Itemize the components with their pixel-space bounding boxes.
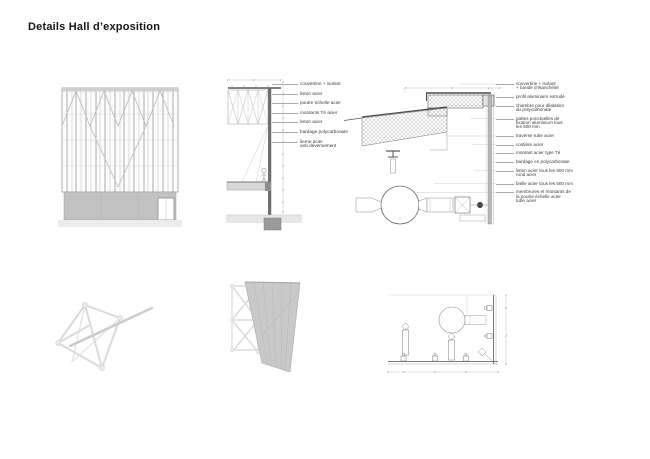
section-wall	[268, 88, 271, 218]
annotation-item	[496, 151, 596, 155]
leader-line	[272, 132, 298, 133]
elevation-base	[64, 192, 176, 220]
leader-line	[496, 106, 514, 107]
leader-line	[496, 192, 514, 193]
section-top-dimension	[227, 79, 282, 81]
annotation-item	[496, 160, 596, 164]
annotation-label: bardage en polycarbonate	[516, 159, 570, 164]
elevation-drawing	[58, 86, 182, 232]
annotation-label: liston acier tous les 500 mm rond acier	[516, 167, 573, 177]
leader-line	[496, 119, 514, 120]
annotation-item	[496, 169, 596, 178]
plan-corner-brace	[478, 348, 492, 361]
annotation-label: chambre pour dilatation du polycarbonate	[516, 102, 565, 112]
leader-line	[496, 136, 514, 137]
leader-line	[272, 94, 298, 95]
leader-line	[272, 122, 298, 123]
leader-line	[272, 84, 298, 85]
steel-tube-circle	[381, 186, 419, 224]
annotation-label: liston acier	[300, 119, 323, 125]
detail-top-dimension	[404, 87, 501, 95]
section-ground-and-footing	[226, 215, 302, 230]
elevation-facade	[62, 88, 178, 192]
annotation-label: poutre échelle acier	[300, 100, 341, 106]
sketch-truss-node	[56, 302, 152, 370]
annotation-label: traverse tube acier	[516, 132, 555, 138]
annotation-label: costière acier	[516, 141, 544, 147]
leader-line	[496, 171, 514, 172]
leader-line	[496, 84, 514, 85]
detail-annotations	[496, 82, 596, 208]
truss-node-sketch	[42, 282, 160, 390]
leader-line	[272, 113, 298, 114]
person-figure	[262, 168, 267, 182]
annotation-item	[496, 104, 596, 113]
leader-line	[272, 103, 298, 104]
annotation-label: bardage polycarbonate	[300, 128, 348, 134]
annotation-item	[496, 182, 596, 186]
plan-facade-right	[494, 295, 497, 364]
detail-roof-insulation	[344, 107, 447, 150]
leader-line	[496, 162, 514, 163]
facade-panel-sketch	[216, 274, 320, 396]
parapet-detail-drawing	[342, 76, 512, 226]
annotation-item	[496, 134, 596, 138]
annotation-label: montant acier type Té	[516, 150, 561, 156]
leader-line	[496, 145, 514, 146]
detail-left-connector	[356, 198, 381, 212]
annotation-label: membrures et montants de la poutre échelle acier tube acier	[516, 189, 571, 203]
annotation-item	[496, 95, 596, 99]
plan-post-2	[449, 334, 455, 360]
plan-facade-bottom	[388, 362, 498, 365]
leader-line	[272, 142, 298, 143]
leader-line	[496, 153, 514, 154]
annotation-label: montants Té acier	[300, 109, 338, 115]
annotation-item	[496, 190, 596, 203]
annotation-label: couvertine + isolant + bande d’étanchéité	[516, 81, 559, 91]
section-ladder-truss	[228, 90, 268, 124]
leader-line	[496, 184, 514, 185]
annotation-label: bielle acier tous les 500 mm	[516, 180, 573, 186]
plan-post-1	[403, 324, 409, 355]
annotation-label: pattes ponctuelles de fixation aluminium tous les 500 mm	[516, 115, 563, 130]
annotation-label: couvertine + isolant	[300, 81, 341, 86]
corner-plan-drawing	[386, 290, 514, 382]
annotation-label: lierne acier anti-déversement	[300, 138, 337, 149]
detail-traverse-tbeam	[386, 151, 400, 173]
annotation-label: liston acier	[300, 90, 323, 96]
section-floor-slab	[227, 182, 271, 191]
leader-line	[496, 97, 514, 98]
annotation-item	[496, 117, 596, 130]
detail-right-connector	[419, 197, 488, 221]
page-title: Details Hall d’exposition	[28, 21, 161, 33]
annotation-item	[496, 143, 596, 147]
annotation-label: profil aluminium extrudé	[516, 93, 565, 99]
ground-band	[58, 220, 182, 227]
plan-tube-column	[439, 307, 486, 333]
annotation-item	[496, 82, 596, 91]
